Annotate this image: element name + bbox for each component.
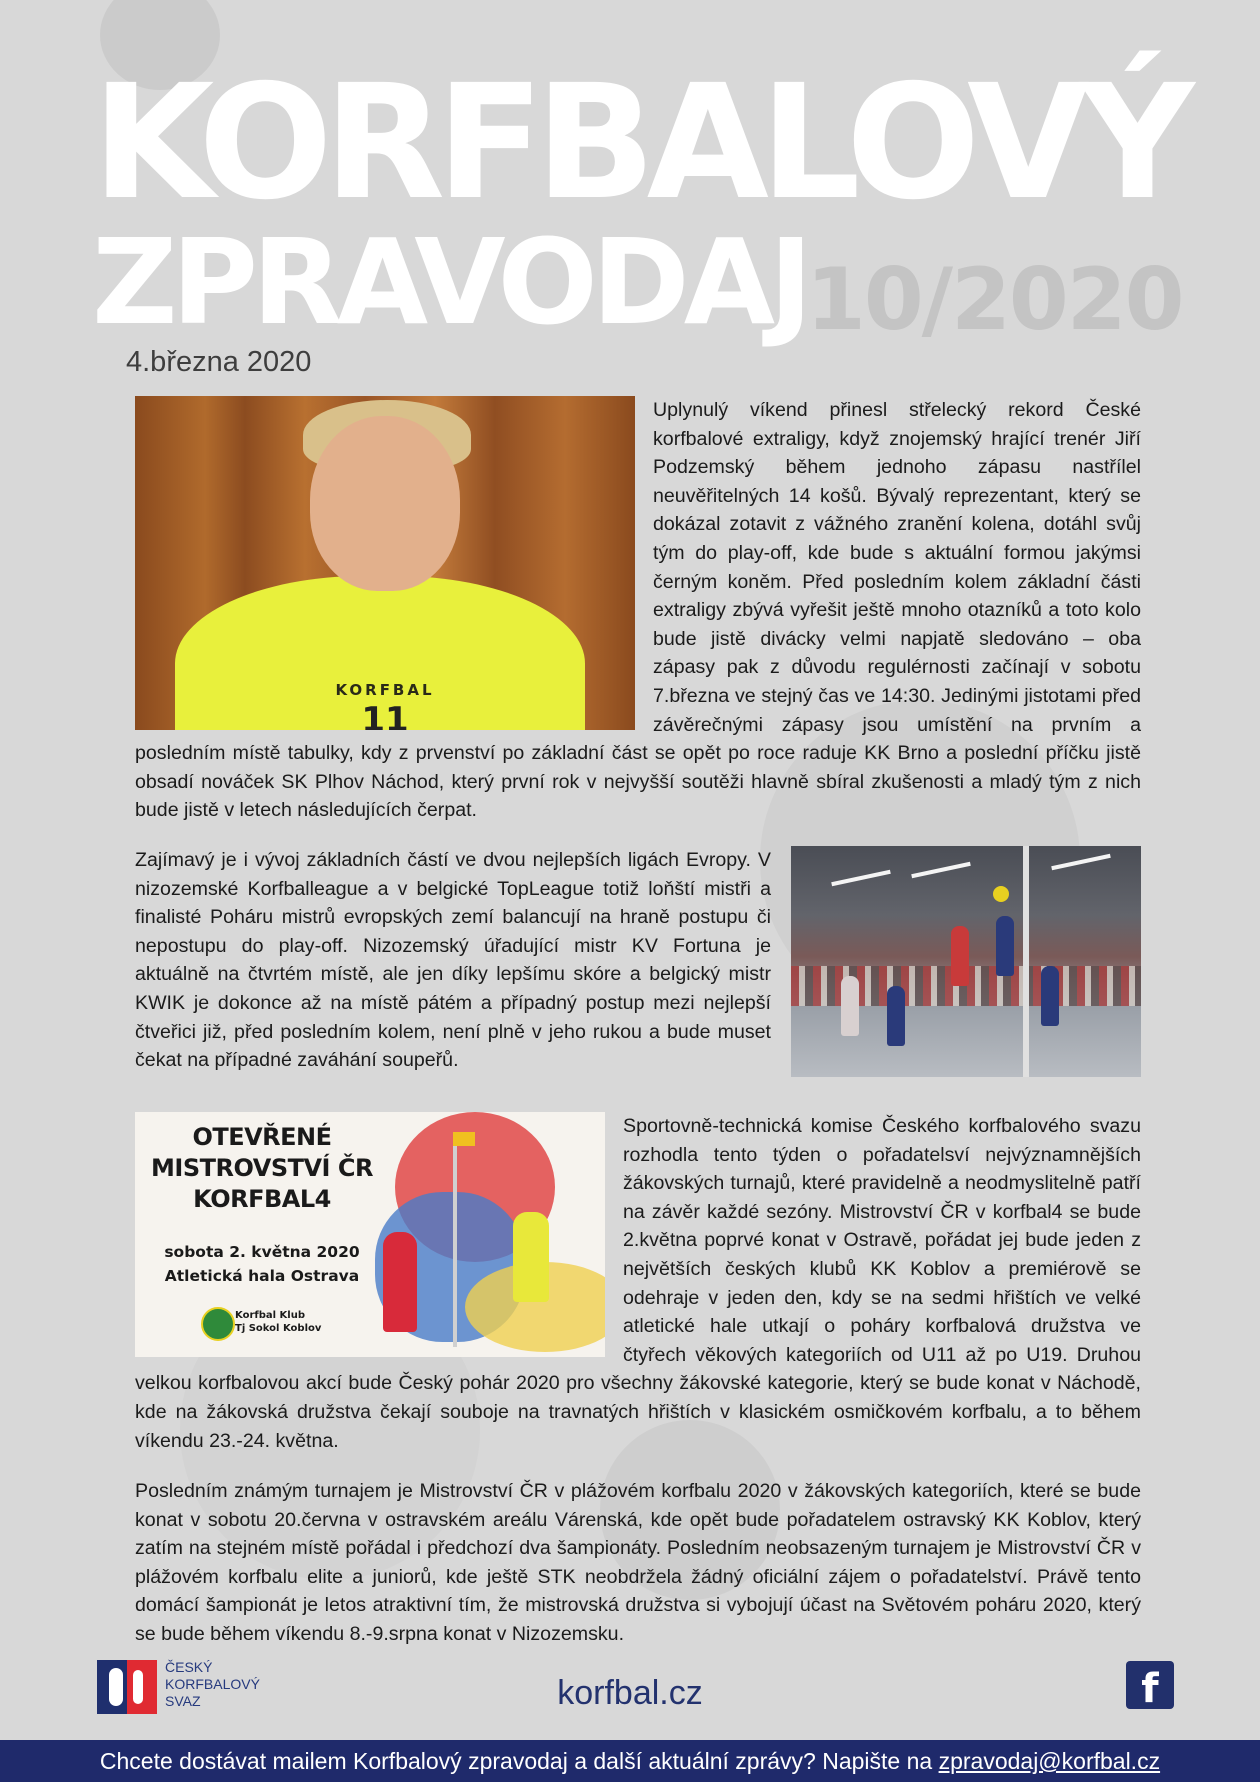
- article-beach-korfball: [135, 1477, 1141, 1649]
- facebook-icon[interactable]: f: [1126, 1661, 1174, 1709]
- issue-number: 10/2020: [806, 250, 1183, 350]
- jersey-number: 11: [361, 700, 409, 730]
- event-poster: [135, 1112, 605, 1357]
- player-head: [310, 416, 460, 591]
- subscribe-email-link[interactable]: zpravodaj@korfbal.cz: [938, 1748, 1161, 1774]
- poster-event-info: sobota 2. května 2020 Atletická hala Ostrava: [164, 1243, 360, 1285]
- hall-light: [831, 870, 891, 886]
- match-player: [951, 926, 969, 986]
- ckfs-logo-figure: [109, 1668, 123, 1706]
- poster-player: [383, 1232, 417, 1332]
- ckfs-name: ČESKÝ KORFBALOVÝ SVAZ: [165, 1659, 260, 1709]
- article-record: [135, 396, 1141, 825]
- koblov-club-logo: [201, 1307, 235, 1341]
- hall-light: [1051, 854, 1111, 870]
- poster-club-name: Korfbal Klub Tj Sokol Koblov: [235, 1310, 322, 1334]
- article-europe: [135, 846, 1141, 1083]
- match-player: [996, 916, 1014, 976]
- match-player: [841, 976, 859, 1036]
- article-text: Uplynulý víkend přinesl střelecký rekord České korfbalové extraligy, když znojemský hrající trenér Jiří Podzemský během jednoho zápasu nastřílel neuvěřitelných 14 košů. Bývalý reprezentant, který se dokázal zotavit z vážného zranění kolena, dotáhl svůj tým do play-off, kde bude s aktuální formou jakýmsi černým koněm. Před posledním kolem základní části extraligy zbývá vyřešit ještě mnoho otazníků a toto kolo bude jistě divácky velmi napjatě sledováno – oba zápasy pak z důvodu regulérnosti začínají v sobotu 7.března ve stejný čas ve 14:30. Jedinými jistotami před závěrečnými zápasy jsou umístění na prvním a posledním místě tabulky, kdy z prvenství po základní část se opět po roce raduje KK Brno a poslední příčku jistě obsadí nováček SK Plhov Náchod, který první rok v nejvyšší soutěži hlavně sbíral zkušenosti a mladý tým z nich bude jistě v letech následujících čerpat.: [135, 399, 1141, 822]
- ckfs-logo-figure: [133, 1670, 143, 1704]
- poster-korf-basket: [453, 1132, 475, 1146]
- subscribe-bar: [0, 1740, 1260, 1782]
- player-photo: [135, 396, 635, 730]
- jersey-text: KORFBAL: [335, 681, 435, 699]
- korf-pole: [1023, 846, 1029, 1077]
- ckfs-logo: [97, 1660, 157, 1714]
- article-text: Posledním známým turnajem je Mistrovství ČR v plážovém korfbalu 2020 v žákovských kategoriích, které se bude konat v sobotu 20.června v ostravském areálu Várenská, kde opět bude pořadatelem ostravský KK Koblov, který zatím na stejném místě pořádal i předchozí dva šampionáty. Posledním neobsazeným turnajem je Mistrovství ČR v plážovém korfbalu elite a juniorů, kde ještě STK neobdržela žádný oficiální zájem o pořadatelství. Právě tento domácí šampionát je letos atraktivní tím, že mistrovská družstva si vybojují účast na Světovém poháru 2020, který se bude během víkendu 8.-9.srpna konat v Nizozemsku.: [135, 1480, 1141, 1645]
- match-photo: [791, 846, 1141, 1077]
- korfball-ball: [993, 886, 1009, 902]
- match-player: [887, 986, 905, 1046]
- article-youth-tournaments: [135, 1112, 1141, 1455]
- article-text: Zajímavý je i vývoj základních částí ve dvou nejlepších ligách Evropy. V nizozemské Korfballeague a v belgické TopLeague totiž loňští mistři a finalisté Poháru mistrů evropských zemí balancují na hraně postupu či nepostupu do play-off. Nizozemský úřadující mistr KV Fortuna je aktuálně na čtvrtém místě, ale jen díky lepšímu skóre a belgický mistr KWIK je dokonce až na místě pátém a případný postup mezi nejlepší čtveřici již, před posledním kolem, není plně v jeho rukou a bude muset čekat na případné zaváhání soupeřů.: [135, 849, 771, 1072]
- issue-date: 4.března 2020: [126, 346, 312, 378]
- poster-player: [513, 1212, 549, 1302]
- site-link[interactable]: korfbal.cz: [557, 1674, 703, 1712]
- masthead-title: KORFBALOVÝ: [92, 51, 1186, 235]
- subscribe-text: Chcete dostávat mailem Korfbalový zpravodaj a další aktuální zprávy? Napište na: [99, 1748, 939, 1774]
- article-text: Sportovně-technická komise Českého korfbalového svazu rozhodla tento týden o pořadatelsví nejvýznamnějších žákovských turnajů, které pravidelně a neodmyslitelně patří na závěr každé sezóny. Mistrovství ČR v korfbal4 se bude 2.května poprvé konat v Ostravě, pořádat jej bude jeden z největších českých klubů KK Koblov a premiérově se odehraje v jeden den, kdy se na sedmi hřištích ve velké atletické hale utkají o poháry korfbalová družstva ve čtyřech věkových kategoriích od U11 až po U19. Druhou velkou korfbalovou akcí bude Český pohár 2020 pro všechny žákovské kategorie, který se bude konat v Náchodě, kde na žákovská družstva čekají souboje na travnatých hřištích v klasickém osmičkovém korfbalu, a to během víkendu 23.-24. května.: [135, 1115, 1141, 1452]
- poster-korf-pole: [453, 1132, 457, 1347]
- match-player: [1041, 966, 1059, 1026]
- hall-light: [911, 862, 971, 878]
- poster-title: OTEVŘENÉ MISTROVSTVÍ ČR KORFBAL4: [151, 1123, 373, 1213]
- masthead-subtitle: ZPRAVODAJ: [92, 213, 807, 351]
